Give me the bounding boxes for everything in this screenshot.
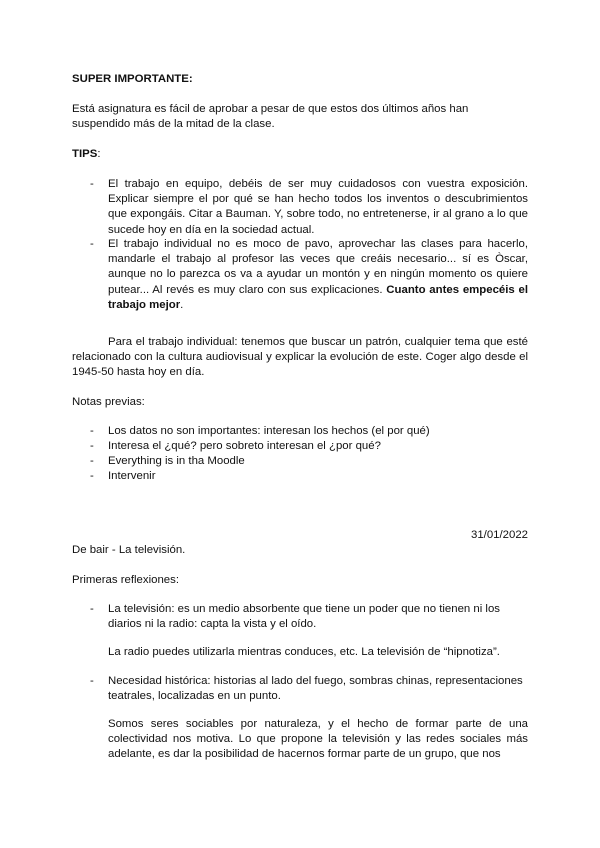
note-2: Interesa el ¿qué? pero sobreto interesan el ¿por qué? [108, 440, 381, 452]
tip-2-text [108, 237, 528, 313]
heading-important: SUPER IMPORTANTE: [72, 73, 193, 85]
reflections-title: Primeras reflexiones: [72, 574, 179, 586]
note-3-dash: - [90, 455, 94, 467]
reflection-2-dash: - [90, 675, 94, 687]
tip-1-text: El trabajo en equipo, debéis de ser muy cuidadosos con vuestra exposición. Explicar siempre el por qué se han hecho todos los inventos o descubrimientos que expongáis. Citar a Bauman. Y, sobre todo, no entretenerse, ir al grano a lo que sucede hoy en día en la sociedad actual. [108, 178, 528, 236]
reflection-1-text: La televisión: es un medio absorbente que tiene un poder que no tienen ni los diarios ni la radio: capta la vista y el oído. [108, 603, 500, 631]
lecture-date: 31/01/2022 [470, 529, 528, 541]
individual-paragraph: Para el trabajo individual: tenemos que buscar un patrón, cualquier tema que esté relacionado con la cultura audiovisual y explicar la evolución de este. Coger algo desde el 1945-50 hasta hoy en día. [72, 336, 528, 379]
tip-2-tail: . [180, 298, 184, 311]
tip-2-dash: - [90, 238, 94, 250]
note-1: Los datos no son importantes: interesan los hechos (el por qué) [108, 425, 430, 437]
notes-title: Notas previas: [72, 396, 145, 408]
tips-colon: : [97, 148, 101, 160]
reflection-1-dash: - [90, 603, 94, 615]
tip-1-dash: - [90, 178, 94, 190]
note-2-dash: - [90, 440, 94, 452]
intro-paragraph: Está asignatura es fácil de aprobar a pesar de que estos dos últimos años han suspendido más de la mitad de la clase. [72, 103, 469, 131]
note-1-dash: - [90, 425, 94, 437]
tip-2-bold: Cuanto antes empecéis el trabajo mejor [108, 283, 529, 311]
tips-heading [72, 147, 528, 162]
note-4-dash: - [90, 470, 94, 482]
lecture-title: De bair - La televisión. [72, 544, 186, 556]
tips-label: TIPS [72, 148, 98, 160]
note-4: Intervenir [108, 470, 156, 482]
reflection-1-follow: La radio puedes utilizarla mientras conduces, etc. La televisión de “hipnotiza”. [108, 646, 500, 658]
reflection-2-follow: Somos seres sociables por naturaleza, y el hecho de formar parte de una colectividad nos motiva. Lo que propone la televisión y las redes sociales más adelante, es dar la posibilidad de hacernos formar parte de un grupo, que nos [108, 718, 528, 761]
reflection-2-text: Necesidad histórica: historias al lado del fuego, sombras chinas, representaciones teatrales, localizadas en un punto. [108, 675, 523, 703]
tip-2-main: El trabajo individual no es moco de pavo, aprovechar las clases para hacerlo, mandarle el trabajo al profesor las veces que creáis necesario... sí es Òscar, aunque no lo parezca os va a ayudar un montón y en ningún momento os quiere putear... Al revés es muy claro con sus explicaciones. [108, 238, 528, 296]
note-3: Everything is in tha Moodle [108, 455, 245, 467]
